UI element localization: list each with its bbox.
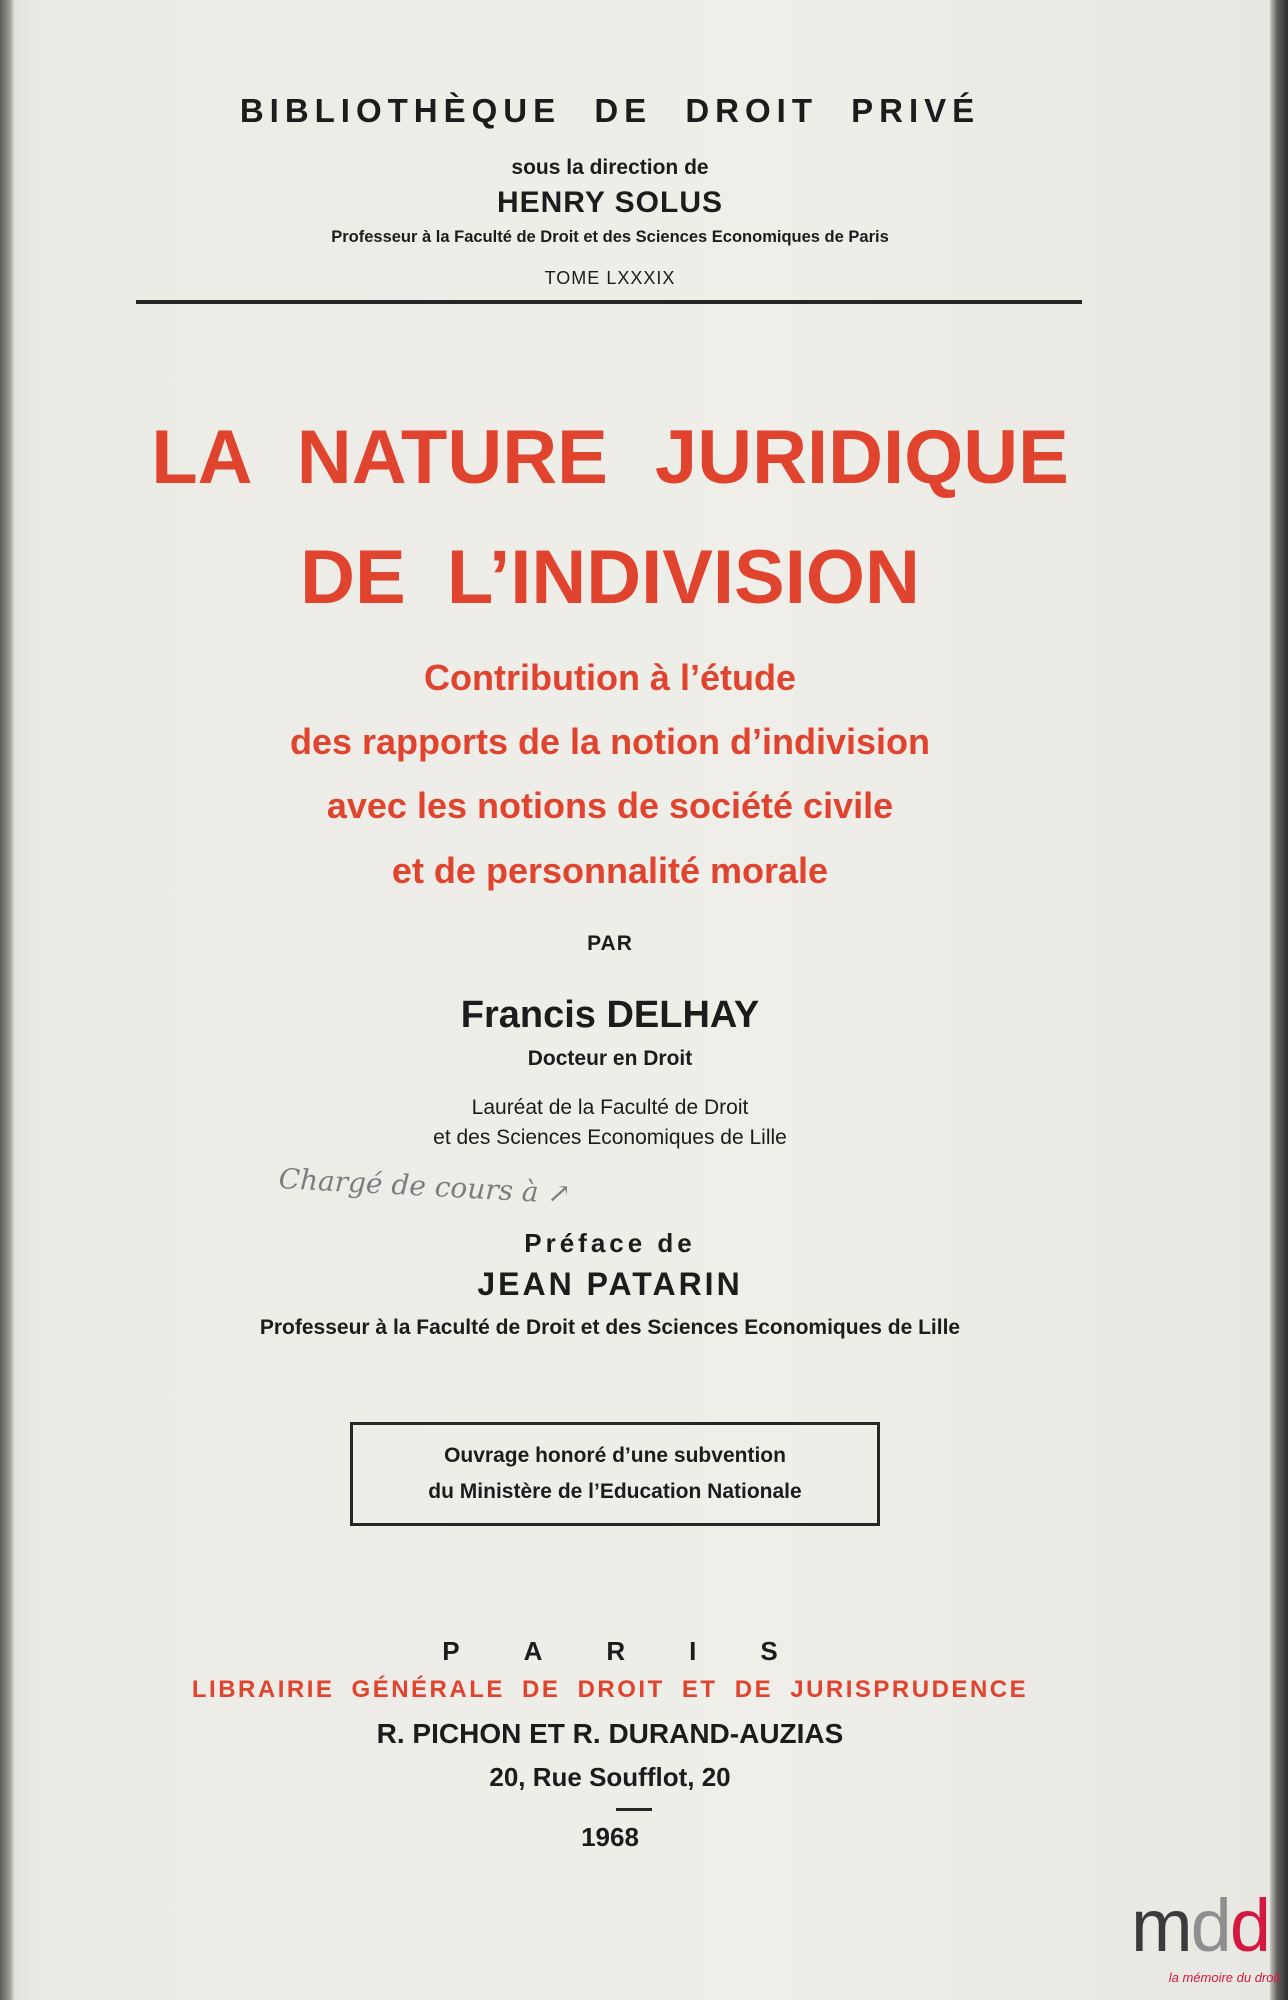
grant-line-1: Ouvrage honoré d’une subvention	[444, 1444, 786, 1467]
binding-edge-left	[0, 0, 14, 2000]
book-title-line-1: LA NATURE JURIDIQUE	[151, 415, 1069, 500]
tome-number: TOME LXXXIX	[544, 268, 676, 288]
mdd-logo	[1120, 1886, 1280, 1996]
author-laureat-line-2: et des Sciences Economiques de Lille	[433, 1126, 787, 1149]
publisher-name: LIBRAIRIE GÉNÉRALE DE DROIT ET DE JURISPRUDENCE	[191, 1676, 1029, 1703]
direction-label: sous la direction de	[511, 156, 709, 179]
binding-edge-right	[1270, 0, 1288, 2000]
subtitle-line-1: Contribution à l’étude	[424, 657, 796, 698]
city-letter: I	[689, 1636, 697, 1666]
printers-name: R. PICHON ET R. DURAND-AUZIAS	[376, 1718, 844, 1749]
city-letter: A	[523, 1636, 543, 1666]
series-director: HENRY SOLUS	[496, 186, 724, 219]
publisher-address: 20, Rue Soufflot, 20	[489, 1762, 731, 1792]
mdd-logo-letters	[1120, 1886, 1280, 1966]
header-rule	[136, 300, 1082, 304]
logo-letter-m: m	[1131, 1884, 1191, 1967]
series-name: BIBLIOTHÈQUE DE DROIT PRIVÉ	[239, 92, 981, 129]
year-rule	[616, 1808, 652, 1811]
city-letter: R	[606, 1636, 626, 1666]
logo-tagline: la mémoire du droit	[1168, 1970, 1280, 1985]
publication-year: 1968	[581, 1822, 639, 1852]
imprint-city	[130, 1636, 1090, 1667]
by-label: PAR	[587, 932, 633, 955]
subtitle-line-2: des rapports de la notion d’indivision	[289, 721, 931, 762]
subtitle-line-3: avec les notions de société civile	[326, 785, 894, 826]
city-letter: S	[760, 1636, 778, 1666]
author-laureat-line-1: Lauréat de la Faculté de Droit	[471, 1096, 749, 1119]
handwritten-annotation: Chargé de cours à ↗	[277, 1162, 572, 1211]
logo-letter-d-red: d	[1229, 1884, 1269, 1967]
city-letter: P	[442, 1636, 460, 1666]
subtitle-line-4: et de personnalité morale	[391, 850, 829, 891]
logo-letter-d: d	[1190, 1884, 1230, 1967]
series-director-title: Professeur à la Faculté de Droit et des Sciences Economiques de Paris	[331, 228, 889, 246]
author-name: Francis DELHAY	[460, 994, 760, 1036]
book-title-line-2: DE L’INDIVISION	[300, 535, 920, 620]
grant-line-2: du Ministère de l’Education Nationale	[428, 1480, 802, 1503]
preface-author: JEAN PATARIN	[477, 1266, 743, 1302]
preface-author-title: Professeur à la Faculté de Droit et des Sciences Economiques de Lille	[259, 1316, 961, 1339]
author-degree: Docteur en Droit	[527, 1047, 693, 1070]
preface-label: Préface de	[524, 1228, 696, 1258]
grant-box	[350, 1422, 880, 1526]
